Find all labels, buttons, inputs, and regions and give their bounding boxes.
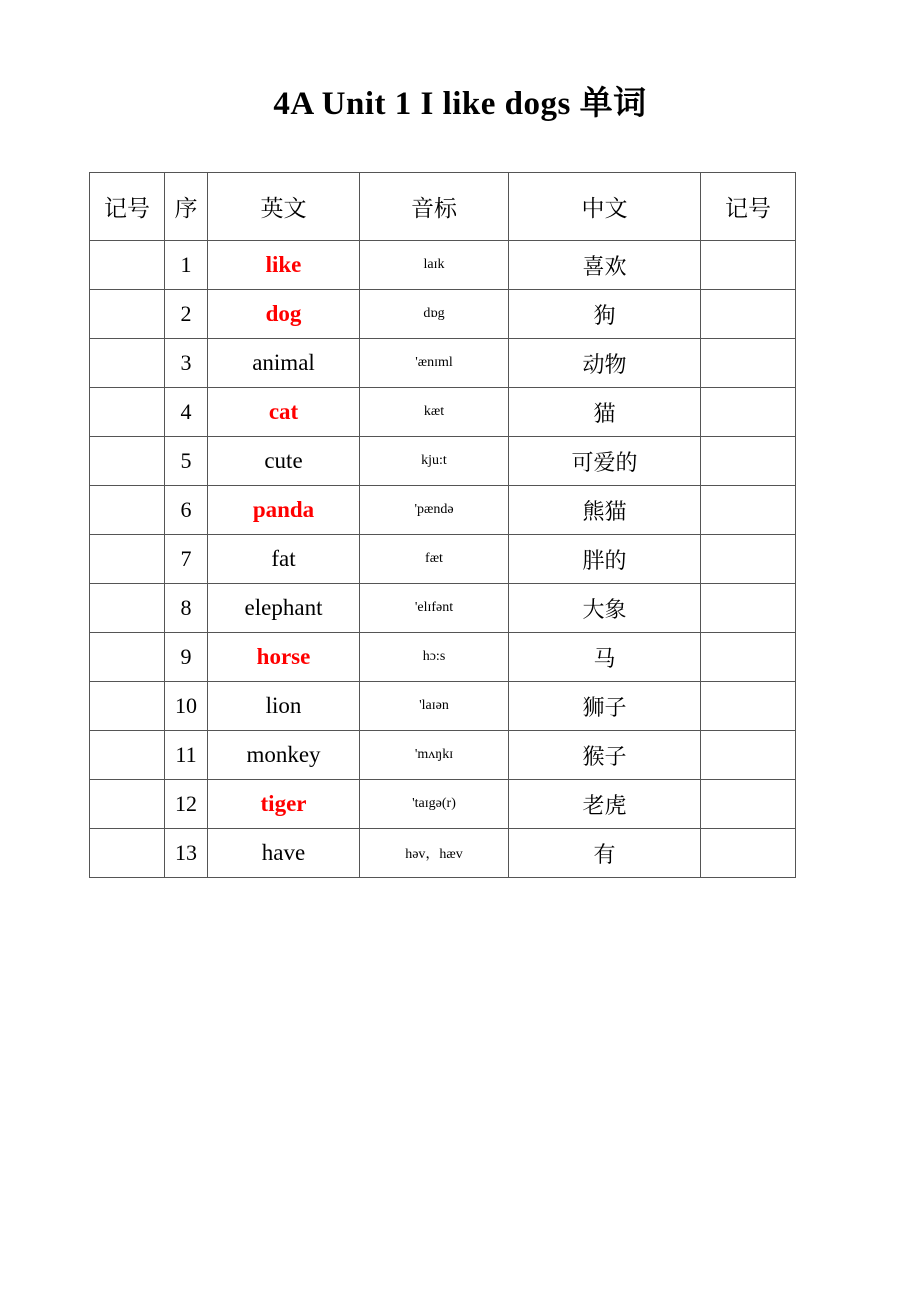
english-word-cell: monkey <box>208 731 360 780</box>
chinese-meaning-cell: 狮子 <box>509 682 701 731</box>
index-cell: 8 <box>165 584 208 633</box>
vocabulary-table <box>89 172 796 878</box>
header-phonetic: 音标 <box>360 173 509 241</box>
table-row <box>90 584 796 633</box>
mark-cell-right <box>701 584 796 633</box>
mark-cell-left <box>90 339 165 388</box>
english-word-cell: cute <box>208 437 360 486</box>
chinese-meaning-cell: 马 <box>509 633 701 682</box>
index-cell: 9 <box>165 633 208 682</box>
mark-cell-right <box>701 388 796 437</box>
chinese-meaning-cell: 有 <box>509 829 701 878</box>
mark-cell-right <box>701 633 796 682</box>
chinese-meaning-cell: 大象 <box>509 584 701 633</box>
english-word-cell: animal <box>208 339 360 388</box>
mark-cell-left <box>90 535 165 584</box>
phonetic-cell: laɪk <box>360 241 509 290</box>
header-mark-left: 记号 <box>90 173 165 241</box>
header-english: 英文 <box>208 173 360 241</box>
mark-cell-right <box>701 682 796 731</box>
mark-cell-left <box>90 829 165 878</box>
chinese-meaning-cell: 可爱的 <box>509 437 701 486</box>
index-cell: 12 <box>165 780 208 829</box>
table-row <box>90 437 796 486</box>
phonetic-cell: dɒg <box>360 290 509 339</box>
mark-cell-left <box>90 731 165 780</box>
english-word-cell: tiger <box>208 780 360 829</box>
phonetic-cell: 'mʌŋkɪ <box>360 731 509 780</box>
table-row <box>90 290 796 339</box>
mark-cell-left <box>90 290 165 339</box>
header-mark-right: 记号 <box>701 173 796 241</box>
table-row <box>90 241 796 290</box>
english-word-cell: dog <box>208 290 360 339</box>
mark-cell-right <box>701 339 796 388</box>
mark-cell-left <box>90 584 165 633</box>
mark-cell-left <box>90 437 165 486</box>
mark-cell-right <box>701 829 796 878</box>
chinese-meaning-cell: 熊猫 <box>509 486 701 535</box>
mark-cell-right <box>701 241 796 290</box>
mark-cell-right <box>701 780 796 829</box>
table-row <box>90 829 796 878</box>
chinese-meaning-cell: 动物 <box>509 339 701 388</box>
table-row <box>90 633 796 682</box>
phonetic-cell: kju:t <box>360 437 509 486</box>
mark-cell-left <box>90 486 165 535</box>
english-word-cell: horse <box>208 633 360 682</box>
header-chinese: 中文 <box>509 173 701 241</box>
table-row <box>90 682 796 731</box>
mark-cell-left <box>90 388 165 437</box>
phonetic-cell: fæt <box>360 535 509 584</box>
chinese-meaning-cell: 狗 <box>509 290 701 339</box>
phonetic-cell: kæt <box>360 388 509 437</box>
english-word-cell: panda <box>208 486 360 535</box>
phonetic-cell: 'taɪgə(r) <box>360 780 509 829</box>
english-word-cell: fat <box>208 535 360 584</box>
phonetic-cell: 'elɪfənt <box>360 584 509 633</box>
english-word-cell: like <box>208 241 360 290</box>
chinese-meaning-cell: 喜欢 <box>509 241 701 290</box>
mark-cell-left <box>90 633 165 682</box>
phonetic-cell: həv，hæv <box>360 829 509 878</box>
table-row <box>90 731 796 780</box>
index-cell: 5 <box>165 437 208 486</box>
mark-cell-left <box>90 682 165 731</box>
english-word-cell: elephant <box>208 584 360 633</box>
table-row <box>90 780 796 829</box>
table-row <box>90 535 796 584</box>
chinese-meaning-cell: 猫 <box>509 388 701 437</box>
index-cell: 13 <box>165 829 208 878</box>
english-word-cell: have <box>208 829 360 878</box>
mark-cell-right <box>701 290 796 339</box>
index-cell: 4 <box>165 388 208 437</box>
mark-cell-left <box>90 780 165 829</box>
mark-cell-right <box>701 535 796 584</box>
chinese-meaning-cell: 胖的 <box>509 535 701 584</box>
phonetic-cell: 'laɪən <box>360 682 509 731</box>
mark-cell-right <box>701 437 796 486</box>
table-row <box>90 388 796 437</box>
phonetic-cell: 'pændə <box>360 486 509 535</box>
page-title: 4A Unit 1 I like dogs 单词 <box>273 86 647 122</box>
mark-cell-right <box>701 731 796 780</box>
header-index: 序 <box>165 173 208 241</box>
index-cell: 10 <box>165 682 208 731</box>
mark-cell-right <box>701 486 796 535</box>
phonetic-cell: hɔ:s <box>360 633 509 682</box>
table-header-row <box>90 173 796 241</box>
phonetic-cell: 'ænɪml <box>360 339 509 388</box>
english-word-cell: cat <box>208 388 360 437</box>
index-cell: 6 <box>165 486 208 535</box>
table-row <box>90 486 796 535</box>
index-cell: 2 <box>165 290 208 339</box>
index-cell: 1 <box>165 241 208 290</box>
mark-cell-left <box>90 241 165 290</box>
english-word-cell: lion <box>208 682 360 731</box>
table-row <box>90 339 796 388</box>
chinese-meaning-cell: 老虎 <box>509 780 701 829</box>
chinese-meaning-cell: 猴子 <box>509 731 701 780</box>
index-cell: 7 <box>165 535 208 584</box>
index-cell: 11 <box>165 731 208 780</box>
index-cell: 3 <box>165 339 208 388</box>
